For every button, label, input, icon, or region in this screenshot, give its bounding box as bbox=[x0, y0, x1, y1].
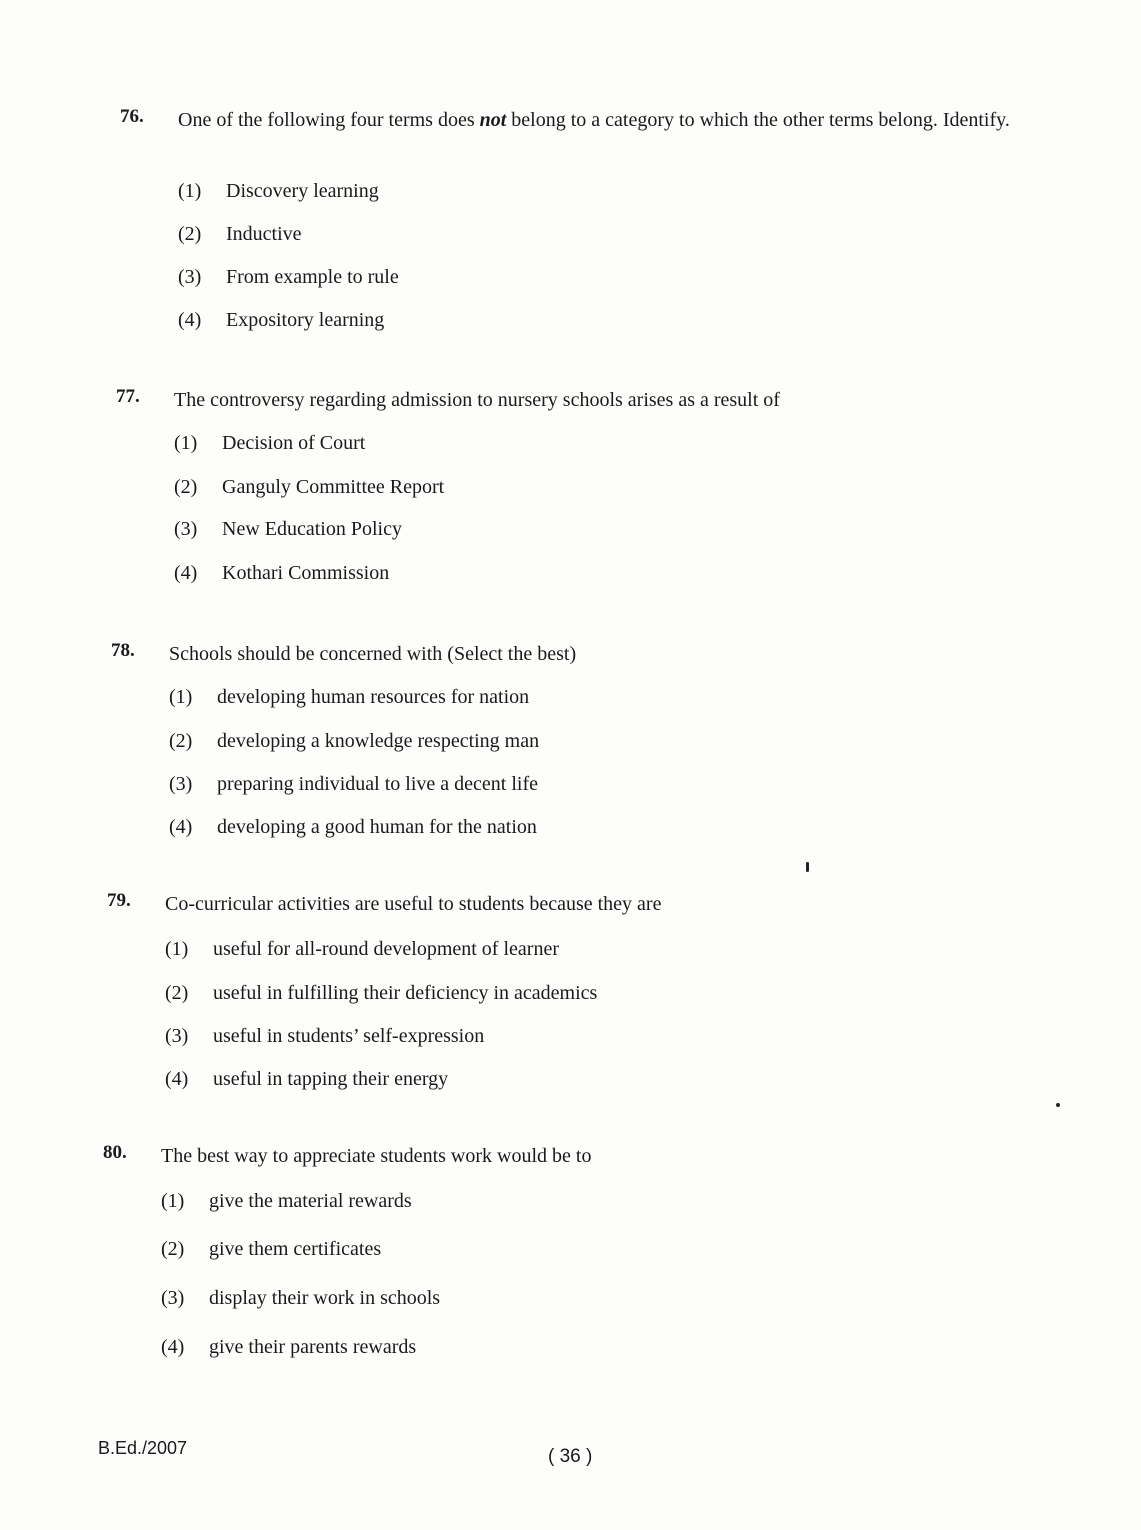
option bbox=[178, 180, 379, 203]
question-text: The best way to appreciate students work would be to bbox=[161, 1145, 592, 1167]
option-number: (3) bbox=[169, 773, 193, 795]
option-number: (1) bbox=[174, 432, 198, 454]
option-number: (4) bbox=[174, 562, 198, 584]
option-text: display their work in schools bbox=[209, 1287, 441, 1309]
scan-speck bbox=[1056, 1103, 1060, 1107]
option-text: preparing individual to live a decent life bbox=[217, 773, 538, 795]
option bbox=[178, 266, 399, 289]
option-text: useful in fulfilling their deficiency in academics bbox=[213, 982, 598, 1004]
option-text: developing a knowledge respecting man bbox=[217, 730, 540, 752]
option bbox=[169, 773, 538, 796]
option-text: useful for all-round development of learner bbox=[213, 938, 559, 960]
option-number: (3) bbox=[165, 1025, 189, 1047]
option-text: Expository learning bbox=[226, 309, 385, 331]
option bbox=[174, 518, 402, 541]
option-number: (3) bbox=[174, 518, 198, 540]
option-number: (2) bbox=[165, 982, 189, 1004]
option-number: (1) bbox=[165, 938, 189, 960]
option bbox=[161, 1190, 412, 1213]
option-text: give their parents rewards bbox=[209, 1336, 417, 1358]
option-text: Decision of Court bbox=[222, 432, 366, 454]
option-text: Discovery learning bbox=[226, 180, 379, 202]
option-number: (1) bbox=[161, 1190, 185, 1212]
question-text: Co-curricular activities are useful to students because they are bbox=[165, 893, 662, 915]
page-number: ( 36 ) bbox=[548, 1446, 593, 1467]
option-text: useful in tapping their energy bbox=[213, 1068, 449, 1090]
option-text: give the material rewards bbox=[209, 1190, 412, 1212]
option-number: (2) bbox=[174, 476, 198, 498]
option bbox=[174, 562, 389, 585]
question-number: 76. bbox=[120, 106, 144, 127]
option bbox=[174, 432, 365, 455]
option-text: Ganguly Committee Report bbox=[222, 476, 445, 498]
option bbox=[165, 938, 559, 961]
option bbox=[169, 686, 529, 709]
question-text: One of the following four terms does not belong to a category to which the other terms belong. Identify. bbox=[178, 109, 1010, 131]
option bbox=[165, 1068, 448, 1091]
option bbox=[169, 816, 537, 839]
option-number: (2) bbox=[169, 730, 193, 752]
option-number: (3) bbox=[161, 1287, 185, 1309]
option-number: (4) bbox=[161, 1336, 185, 1358]
question-number: 80. bbox=[103, 1142, 127, 1163]
question-number: 78. bbox=[111, 640, 135, 661]
option-text: developing a good human for the nation bbox=[217, 816, 537, 838]
option-text: From example to rule bbox=[226, 266, 399, 288]
option-number: (1) bbox=[169, 686, 193, 708]
option-number: (4) bbox=[165, 1068, 189, 1090]
question-text: Schools should be concerned with (Select the best) bbox=[169, 643, 577, 665]
option-text: developing human resources for nation bbox=[217, 686, 530, 708]
option-text: Kothari Commission bbox=[222, 562, 390, 584]
option bbox=[174, 476, 444, 499]
question-number: 77. bbox=[116, 386, 140, 407]
option-number: (2) bbox=[178, 223, 202, 245]
option-number: (2) bbox=[161, 1238, 185, 1260]
scan-speck bbox=[806, 862, 809, 872]
option-number: (1) bbox=[178, 180, 202, 202]
option bbox=[178, 309, 384, 332]
question-number: 79. bbox=[107, 890, 131, 911]
exam-code: B.Ed./2007 bbox=[98, 1438, 188, 1458]
option-text: give them certificates bbox=[209, 1238, 382, 1260]
option-text: Inductive bbox=[226, 223, 302, 245]
option bbox=[161, 1238, 381, 1261]
option bbox=[169, 730, 539, 753]
option bbox=[165, 1025, 484, 1048]
option-text: useful in students’ self-expression bbox=[213, 1025, 485, 1047]
option bbox=[161, 1336, 416, 1359]
question-text: The controversy regarding admission to nursery schools arises as a result of bbox=[174, 389, 780, 411]
option bbox=[165, 982, 597, 1005]
option-text: New Education Policy bbox=[222, 518, 402, 540]
option-number: (4) bbox=[178, 309, 202, 331]
option-number: (4) bbox=[169, 816, 193, 838]
option bbox=[161, 1287, 440, 1310]
emphasis-word: not bbox=[479, 109, 507, 131]
option bbox=[178, 223, 302, 246]
option-number: (3) bbox=[178, 266, 202, 288]
